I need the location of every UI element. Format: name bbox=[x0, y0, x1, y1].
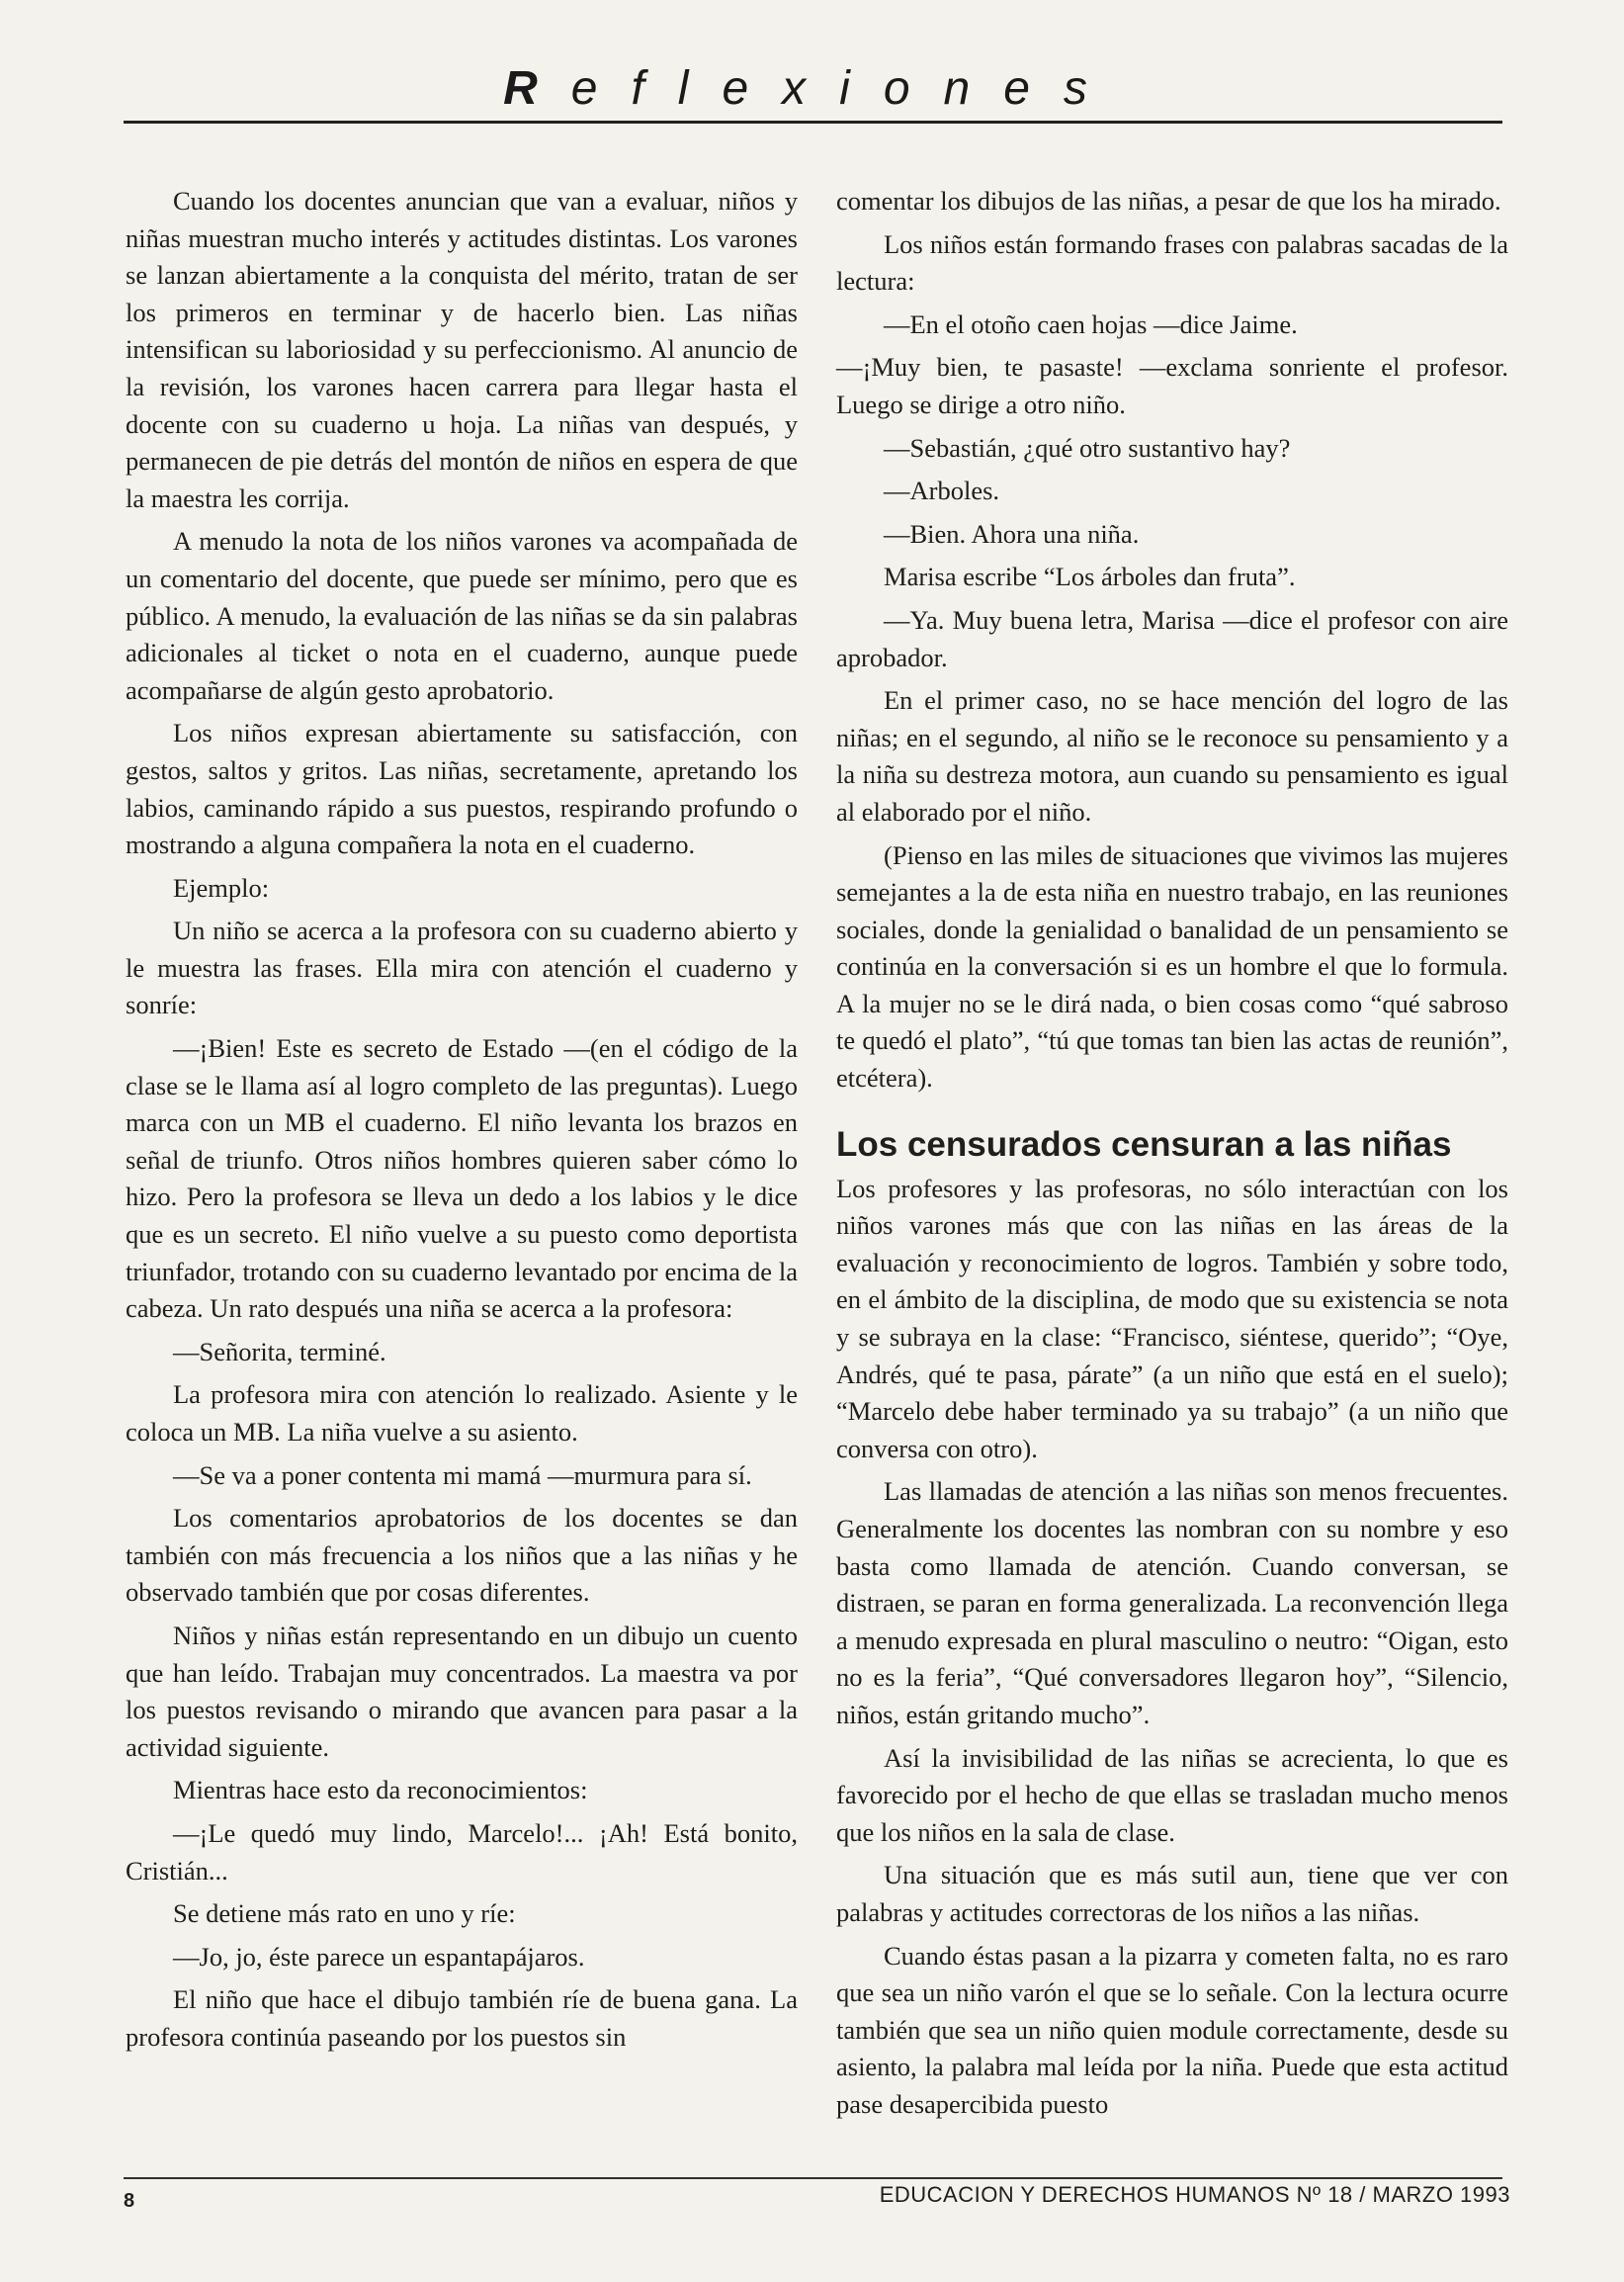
paragraph: —¡Bien! Este es secreto de Estado —(en el código de la clase se le llama así al logro completo de las preguntas). Luego marca con un MB el cuaderno. El niño levanta los brazos en señal de triunfo. Otros niños hombres quieren saber cómo lo hizo. Pero la profesora se lleva un dedo a los labios y le dice que es un secreto. El niño vuelve a su puesto como deportista triunfador, trotando con su cuaderno levantado por encima de la cabeza. Un rato después una niña se acerca a la profesora: bbox=[126, 1033, 798, 1324]
paragraph: Se detiene más rato en uno y ríe: bbox=[173, 1898, 516, 1929]
right-column bbox=[836, 183, 1508, 2130]
paragraph: Las llamadas de atención a las niñas son menos frecuentes. Generalmente los docentes las nombran con su nombre y eso basta como llamada de atención. Cuando conversan, se distraen, se paran en forma generalizada. La reconvención llega a menudo expresada en plural masculino o neutro: “Oigan, esto no es la feria”, “Qué conversadores llegaron hoy”, “Silencio, niños, están gritando mucho”. bbox=[836, 1476, 1508, 1729]
paragraph: (Pienso en las miles de situaciones que vivimos las mujeres semejantes a la de esta niña en nuestro trabajo, en las reuniones sociales, donde la genialidad o banalidad de un pensamiento se continúa en la conversación si es un hombre el que lo formula. A la mujer no se le dirá nada, o bien cosas como “qué sabroso te quedó el plato”, “tú que tomas tan bien las actas de reunión”, etcétera). bbox=[836, 839, 1508, 1094]
paragraph: —Bien. Ahora una niña. bbox=[884, 518, 1140, 549]
paragraph: Mientras hace esto da reconocimientos: bbox=[173, 1775, 588, 1805]
paragraph: Los niños expresan abiertamente su satisfacción, con gestos, saltos y gritos. Las niñas, secretamente, apretando los labios, caminando rápido a sus puestos, respirando profundo o mostrando a alguna compañera la nota en el cuaderno. bbox=[126, 718, 798, 860]
paragraph: —Ya. Muy buena letra, Marisa —dice el profesor con aire aprobador. bbox=[836, 604, 1508, 672]
paragraph: Los comentarios aprobatorios de los docentes se dan también con más frecuencia a los niños que a las niñas y he observado también que por cosas diferentes. bbox=[126, 1503, 798, 1608]
paragraph: A menudo la nota de los niños varones va acompañada de un comentario del docente, que puede ser mínimo, pero que es público. A menudo, la evaluación de las niñas se da sin palabras adicionales al ticket o nota en el cuaderno, aunque puede acompañarse de algún gesto aprobatorio. bbox=[126, 526, 798, 705]
paragraph: La profesora mira con atención lo realizado. Asiente y le coloca un MB. La niña vuelve a su asiento. bbox=[126, 1379, 798, 1447]
paragraph: Marisa escribe “Los árboles dan fruta”. bbox=[884, 562, 1296, 592]
section-title-initial: R bbox=[503, 62, 571, 115]
paragraph: Niños y niñas están representando en un dibujo un cuento que han leído. Trabajan muy concentrados. La maestra va por los puestos revisando o mirando que avancen para pasar a la actividad siguiente. bbox=[126, 1620, 798, 1762]
paragraph: —¡Muy bien, te pasaste! —exclama sonriente el profesor. Luego se dirige a otro niño. bbox=[836, 352, 1508, 419]
section-title bbox=[0, 63, 1624, 115]
page-number: 8 bbox=[124, 2190, 135, 2212]
paragraph: —En el otoño caen hojas —dice Jaime. bbox=[884, 308, 1298, 339]
paragraph: Así la invisibilidad de las niñas se acrecienta, lo que es favorecido por el hecho de que ellas se trasladan mucho menos que los niños en la sala de clase. bbox=[836, 1742, 1508, 1847]
paragraph: —Jo, jo, éste parece un espantapájaros. bbox=[173, 1941, 585, 1972]
section-heading: Los censurados censuran a las niñas bbox=[836, 1124, 1452, 1164]
paragraph: Cuando los docentes anuncian que van a evaluar, niños y niñas muestran mucho interés y actitudes distintas. Los varones se lanzan abiertamente a la conquista del mérito, tratan de ser los primeros en terminar y de hacerlo bien. Las niñas intensifican su laboriosidad y su perfeccionismo. Al anuncio de la revisión, los varones hacen carrera para llegar hasta el docente con su cuaderno u hoja. La niñas van después, y permanecen de pie detrás del montón de niños en espera de que la maestra les corrija. bbox=[126, 186, 798, 513]
paragraph: —Sebastián, ¿qué otro sustantivo hay? bbox=[884, 432, 1291, 463]
paragraph: —Señorita, terminé. bbox=[173, 1336, 386, 1366]
footer-rule bbox=[124, 2177, 1502, 2179]
paragraph: Una situación que es más sutil aun, tiene que ver con palabras y actitudes correctoras de los niños a las niñas. bbox=[836, 1860, 1508, 1927]
paragraph: comentar los dibujos de las niñas, a pesar de que los ha mirado. bbox=[836, 186, 1501, 216]
paragraph: —Se va a poner contenta mi mamá —murmura para sí. bbox=[173, 1459, 752, 1490]
paragraph: —Arboles. bbox=[884, 476, 1000, 506]
paragraph: Ejemplo: bbox=[173, 872, 270, 903]
paragraph: En el primer caso, no se hace mención del logro de las niñas; en el segundo, al niño se le reconoce su pensamiento y a la niña su destreza motora, aun cuando su pensamiento es igual al elaborado por el niño. bbox=[836, 685, 1508, 827]
publication-footer: EDUCACION Y DERECHOS HUMANOS Nº 18 / MARZO 1993 bbox=[879, 2182, 1510, 2207]
paragraph: El niño que hace el dibujo también ríe de buena gana. La profesora continúa paseando por los puestos sin bbox=[126, 1984, 798, 2052]
paragraph: Los niños están formando frases con palabras sacadas de la lectura: bbox=[836, 228, 1508, 297]
paragraph: —¡Le quedó muy lindo, Marcelo!... ¡Ah! Está bonito, Cristián... bbox=[126, 1817, 798, 1886]
left-column bbox=[126, 183, 798, 2063]
paragraph: Un niño se acerca a la profesora con su cuaderno abierto y le muestra las frases. Ella mira con atención el cuaderno y sonríe: bbox=[126, 916, 798, 1020]
header-rule bbox=[124, 121, 1502, 124]
paragraph: Los profesores y las profesoras, no sólo interactúan con los niños varones más que con las niñas en las áreas de la evaluación y reconocimiento de logros. También y sobre todo, en el ámbito de la disciplina, de modo que su existencia se nota y se subraya en la clase: “Francisco, siéntese, querido”; “Oye, Andrés, qué te pasa, párate” (a un niño que está en el suelo); “Marcelo debe haber terminado ya su trabajo” (a un niño que conversa con otro). bbox=[836, 1173, 1508, 1463]
section-title-rest: eflexiones bbox=[570, 62, 1121, 115]
paragraph: Cuando éstas pasan a la pizarra y cometen falta, no es raro que sea un niño varón el que se lo señale. Con la lectura ocurre también que sea un niño quien module correctamente, desde su asiento, la palabra mal leída por la niña. Puede que esta actitud pase desapercibida puesto bbox=[836, 1940, 1508, 2119]
